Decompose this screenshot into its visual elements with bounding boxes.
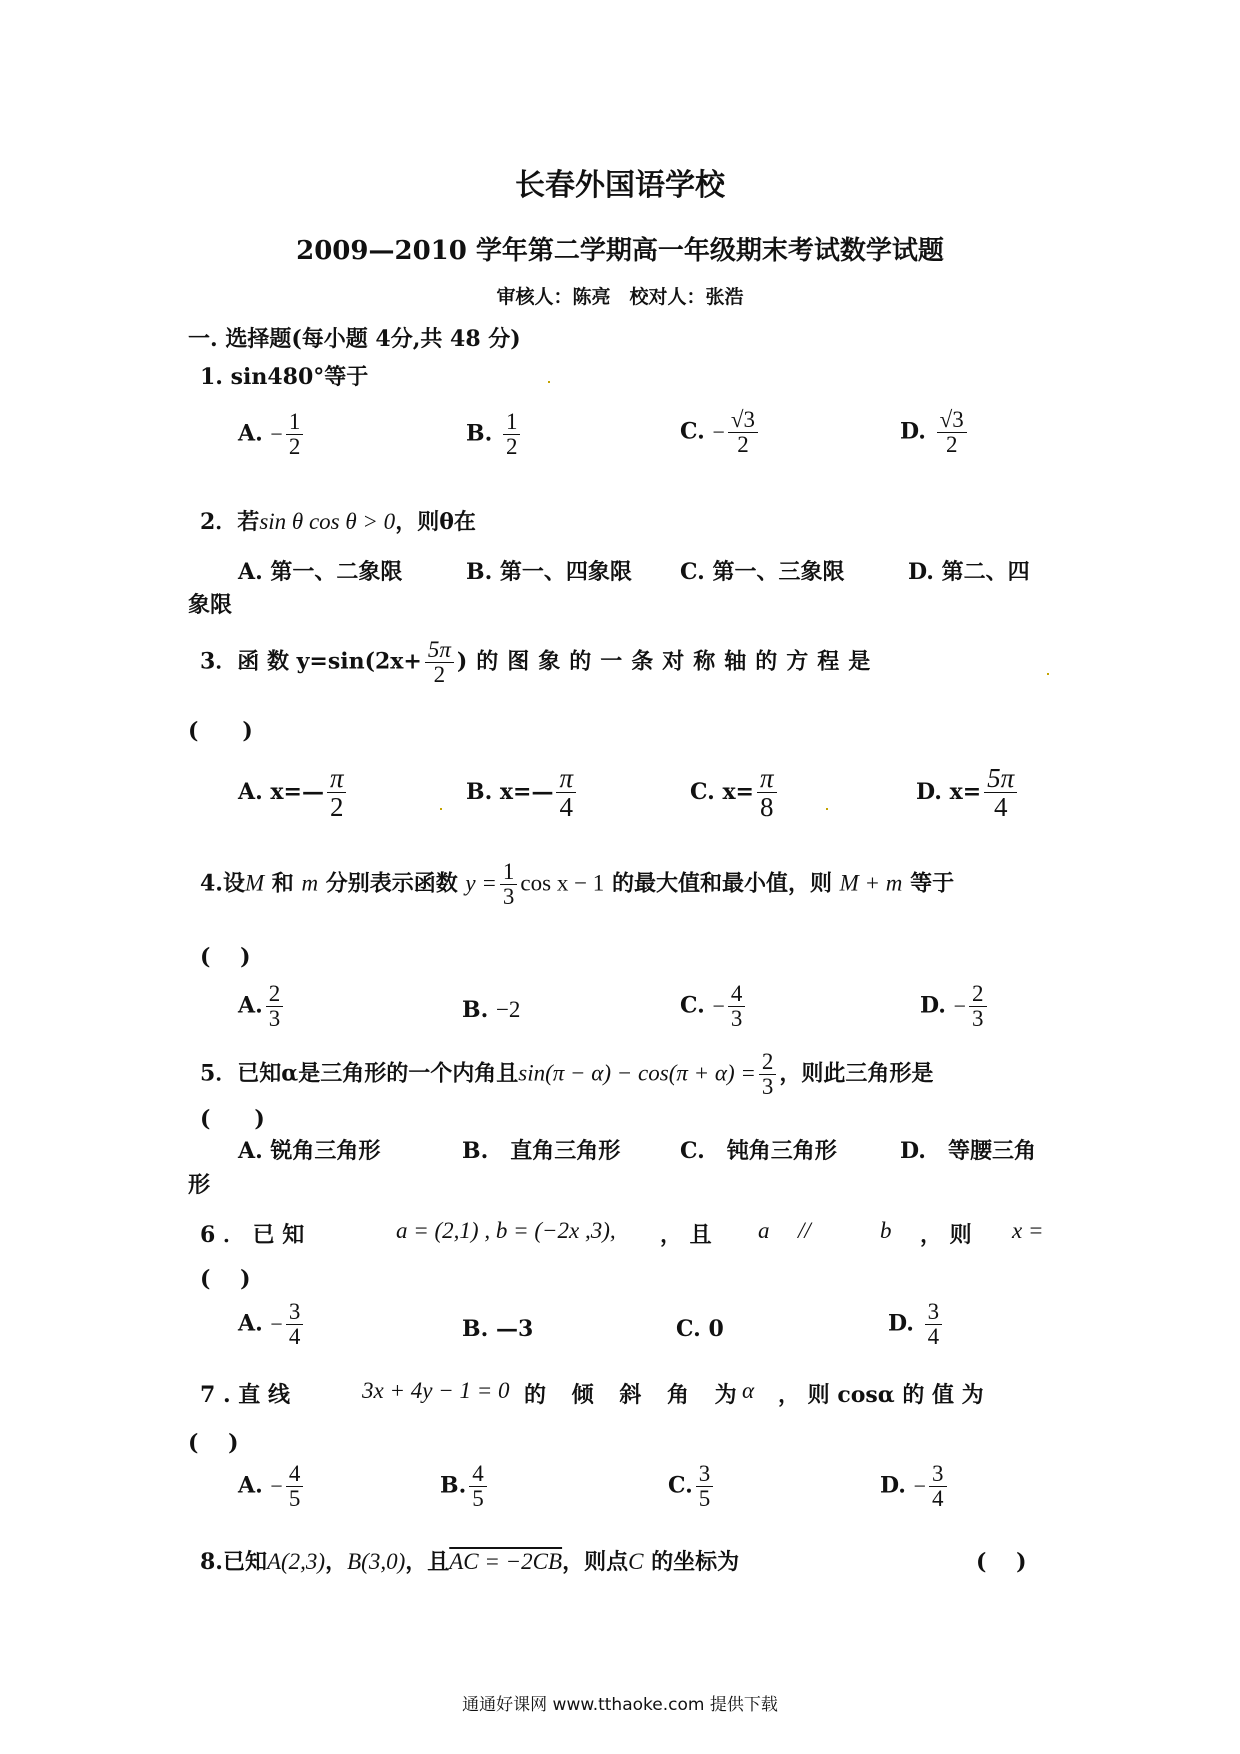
q2-option-b[interactable]: B. 第一、四象限 bbox=[466, 559, 632, 585]
q1-b-label: B. bbox=[466, 420, 493, 447]
q4-a-num: 2 bbox=[266, 982, 284, 1007]
q6-b-label: B. bbox=[462, 1316, 489, 1342]
q3-a-label: A. x=— bbox=[238, 778, 324, 805]
q6-option-d[interactable] bbox=[888, 1300, 945, 1349]
q3-d-den: 4 bbox=[993, 792, 1008, 823]
q2-expr: sin θ cos θ > 0 bbox=[259, 509, 396, 534]
q6-c-label: C. bbox=[676, 1316, 701, 1342]
q8-pointA: A(2,3) bbox=[266, 1549, 326, 1574]
q4-stem bbox=[200, 860, 954, 909]
q4-d-sign: − bbox=[953, 993, 967, 1019]
q6-parallel: // bbox=[798, 1218, 811, 1243]
q4-a-label: A. bbox=[238, 992, 263, 1019]
q3-option-d[interactable] bbox=[916, 764, 1020, 822]
q6-a: a bbox=[758, 1218, 770, 1243]
q4-mid1: 和 bbox=[264, 870, 302, 897]
q6-d-den: 4 bbox=[927, 1324, 940, 1350]
q4-prefix: 4.设 bbox=[200, 870, 245, 897]
q4-b-label: B. bbox=[462, 997, 489, 1023]
scan-speck bbox=[826, 808, 828, 810]
q7-option-c[interactable] bbox=[668, 1462, 716, 1511]
q4-c-num: 4 bbox=[728, 982, 746, 1007]
q7-prefix: 7 . 直 线 bbox=[200, 1382, 290, 1408]
q4-option-a[interactable] bbox=[238, 982, 286, 1031]
q6-paren: ( ) bbox=[200, 1266, 251, 1292]
q5-option-b[interactable]: B. 直角三角形 bbox=[462, 1138, 621, 1164]
q1-a-num: 1 bbox=[286, 410, 304, 435]
q7-a-num: 4 bbox=[286, 1462, 304, 1487]
q8-prefix: 8.已知 bbox=[200, 1549, 267, 1575]
q4-M: M bbox=[244, 870, 265, 896]
footer-credit: 通通好课网 www.tthaoke.com 提供下载 bbox=[462, 1695, 778, 1715]
q3-a-den: 2 bbox=[329, 792, 344, 823]
q4-sum: M + m bbox=[839, 870, 903, 896]
q7-expr: 3x + 4y − 1 = 0 bbox=[362, 1378, 510, 1403]
q6-option-c[interactable] bbox=[676, 1316, 724, 1342]
q1-d-num: √3 bbox=[937, 408, 967, 433]
q5-option-a[interactable]: A. 锐角三角形 bbox=[238, 1138, 381, 1164]
section-heading: 一. 选择题(每小题 4分,共 48 分) bbox=[188, 326, 521, 352]
q6-x-eq: x = bbox=[1012, 1218, 1044, 1243]
scan-speck bbox=[1047, 673, 1049, 675]
reviewers-line: 审核人：陈亮 校对人：张浩 bbox=[496, 286, 744, 308]
q4-tail: 等于 bbox=[902, 870, 955, 897]
exam-title: 2009—2010 学年第二学期高一年级期末考试数学试题 bbox=[296, 236, 944, 266]
q4-c-sign: − bbox=[712, 993, 725, 1019]
scan-speck bbox=[440, 808, 442, 810]
q6-b: b bbox=[880, 1218, 892, 1243]
q6-option-b[interactable] bbox=[462, 1316, 533, 1342]
q6-b-value: —3 bbox=[495, 1316, 534, 1342]
q5-prefix: 5．已知α是三角形的一个内角且 bbox=[200, 1060, 519, 1087]
q6-vec-expr: a = (2,1) , b = (−2x ,3), bbox=[396, 1218, 616, 1243]
q7-d-label: D. bbox=[880, 1472, 906, 1499]
q2-option-d[interactable]: D. 第二、四 bbox=[908, 559, 1030, 585]
q2-option-d-wrap: 象限 bbox=[188, 592, 233, 618]
q3-b-label: B. x=— bbox=[466, 778, 554, 805]
q5-paren: ( ) bbox=[200, 1106, 265, 1132]
q3-d-label: D. x= bbox=[916, 778, 982, 805]
q1-b-num: 1 bbox=[503, 410, 521, 435]
q8-tail2: 的坐标为 bbox=[643, 1549, 740, 1575]
q4-m: m bbox=[301, 870, 319, 896]
q1-c-label: C. bbox=[680, 418, 705, 445]
q5-expr: sin(π − α) − cos(π + α) = bbox=[518, 1060, 756, 1086]
q7-a-den: 5 bbox=[288, 1486, 301, 1512]
q2-option-a[interactable]: A. 第一、二象限 bbox=[238, 559, 403, 585]
q1-d-den: 2 bbox=[945, 432, 958, 458]
q3-a-num: π bbox=[327, 764, 347, 793]
q2-num: 2．若 bbox=[200, 509, 260, 535]
q7-option-d[interactable] bbox=[880, 1462, 950, 1511]
q5-tail: ，则此三角形是 bbox=[779, 1060, 934, 1087]
q8-tail: ，则点 bbox=[562, 1549, 629, 1575]
q8-mid: ，且 bbox=[405, 1549, 450, 1575]
q1-a-den: 2 bbox=[288, 434, 301, 460]
q6-d-label: D. bbox=[888, 1310, 914, 1337]
q1-option-a[interactable] bbox=[238, 410, 306, 459]
q1-d-label: D. bbox=[900, 418, 926, 445]
q3-frac-num: 5π bbox=[425, 638, 454, 663]
q7-paren: ( ) bbox=[188, 1430, 239, 1456]
q3-b-den: 4 bbox=[559, 792, 573, 823]
q4-cos: cos x − 1 bbox=[520, 870, 605, 896]
q3-frac-den: 2 bbox=[433, 662, 446, 688]
q3-option-a[interactable] bbox=[238, 764, 349, 822]
q7-option-b[interactable] bbox=[440, 1462, 490, 1511]
q3-stem bbox=[200, 638, 879, 687]
q3-b-num: π bbox=[556, 764, 576, 793]
scan-speck bbox=[548, 381, 550, 383]
q6-option-a[interactable] bbox=[238, 1300, 306, 1349]
q2-stem bbox=[200, 505, 476, 536]
q6-mid: ， 且 bbox=[660, 1222, 712, 1248]
q7-d-sign: − bbox=[913, 1473, 927, 1499]
q5-option-d[interactable]: D. 等腰三角 bbox=[900, 1138, 1036, 1164]
q1-c-num: √3 bbox=[728, 408, 758, 433]
q4-d-num: 2 bbox=[969, 982, 987, 1007]
q4-b-value: −2 bbox=[495, 997, 521, 1022]
q7-b-den: 5 bbox=[472, 1486, 484, 1512]
q3-d-num: 5π bbox=[984, 764, 1017, 793]
q7-mid: 的 倾 斜 角 为 bbox=[524, 1382, 746, 1408]
q4-y-eq: y = bbox=[465, 870, 497, 896]
q4-mid2: 分别表示函数 bbox=[318, 870, 466, 897]
q1-a-label: A. bbox=[238, 420, 263, 447]
school-name: 长春外国语学校 bbox=[515, 168, 725, 203]
q6-tail: ， 则 bbox=[920, 1222, 972, 1248]
q4-d-label: D. bbox=[920, 992, 946, 1019]
q7-d-den: 4 bbox=[932, 1486, 944, 1512]
q7-a-sign: − bbox=[270, 1473, 283, 1499]
q7-c-num: 3 bbox=[696, 1462, 714, 1487]
q1-c-den: 2 bbox=[737, 432, 749, 458]
q1-c-sign: − bbox=[712, 419, 725, 445]
q1-option-d[interactable] bbox=[900, 408, 970, 457]
q1-b-den: 2 bbox=[505, 434, 518, 460]
q4-frac-den: 3 bbox=[502, 884, 515, 910]
q7-b-num: 4 bbox=[469, 1462, 487, 1487]
q8-pointB: B(3,0) bbox=[347, 1549, 406, 1574]
q6-a-num: 3 bbox=[286, 1300, 304, 1325]
q4-paren: ( ) bbox=[200, 944, 251, 970]
q3-c-label: C. x= bbox=[690, 778, 754, 805]
q8-C: C bbox=[628, 1549, 644, 1574]
q6-prefix: 6 ． 已 知 bbox=[200, 1222, 305, 1248]
q3-option-c[interactable] bbox=[690, 764, 780, 822]
q5-option-c[interactable]: C. 钝角三角形 bbox=[680, 1138, 837, 1164]
q3-c-den: 8 bbox=[760, 792, 774, 823]
q4-option-b[interactable] bbox=[462, 997, 520, 1023]
q6-a-den: 4 bbox=[288, 1324, 301, 1350]
q3-paren: ( ) bbox=[188, 718, 253, 744]
q4-d-den: 3 bbox=[972, 1006, 984, 1032]
q8-stem bbox=[200, 1545, 739, 1576]
q5-frac-num: 2 bbox=[759, 1050, 777, 1075]
q4-c-den: 3 bbox=[730, 1006, 743, 1032]
q7-tail: ， 则 cosα 的 值 为 bbox=[778, 1382, 984, 1408]
q5-option-d-wrap: 形 bbox=[188, 1172, 211, 1198]
q6-a-label: A. bbox=[238, 1310, 263, 1337]
q3-suffix: )的图象的一条对称轴的方程是 bbox=[456, 648, 880, 675]
q3-prefix: 3．函 数 y=sin(2x+ bbox=[200, 648, 422, 675]
q4-mid3: 的最大值和最小值，则 bbox=[604, 870, 840, 897]
q3-c-num: π bbox=[757, 764, 777, 793]
q7-option-a[interactable] bbox=[238, 1462, 306, 1511]
q1-option-b[interactable] bbox=[466, 410, 523, 459]
q2-tail: ，则θ在 bbox=[395, 509, 476, 535]
q7-c-den: 5 bbox=[698, 1486, 711, 1512]
q4-option-d[interactable] bbox=[920, 982, 990, 1031]
q3-option-b[interactable] bbox=[466, 764, 579, 822]
q4-frac-num: 1 bbox=[500, 860, 518, 885]
q4-option-c[interactable] bbox=[680, 982, 748, 1031]
q4-a-den: 3 bbox=[268, 1006, 281, 1032]
q7-a-label: A. bbox=[238, 1472, 263, 1499]
q5-stem bbox=[200, 1050, 933, 1099]
q8-paren: ( ) bbox=[976, 1549, 1027, 1575]
q1-a-sign: − bbox=[270, 421, 283, 447]
q4-c-label: C. bbox=[680, 992, 705, 1019]
q7-c-label: C. bbox=[668, 1472, 693, 1499]
q8-vec: AC = −2CB bbox=[449, 1549, 563, 1574]
q8-sep: ， bbox=[325, 1549, 348, 1575]
q2-option-c[interactable]: C. 第一、三象限 bbox=[680, 559, 845, 585]
q6-d-num: 3 bbox=[925, 1300, 943, 1325]
q1-option-c[interactable] bbox=[680, 408, 761, 457]
q7-b-label: B. bbox=[440, 1472, 467, 1499]
q1-stem: 1. sin480°等于 bbox=[200, 364, 369, 390]
q7-alpha: α bbox=[742, 1378, 755, 1403]
q6-a-sign: − bbox=[270, 1311, 283, 1337]
q7-d-num: 3 bbox=[929, 1462, 947, 1487]
q6-c-value: 0 bbox=[708, 1316, 724, 1342]
q5-frac-den: 3 bbox=[761, 1074, 774, 1100]
